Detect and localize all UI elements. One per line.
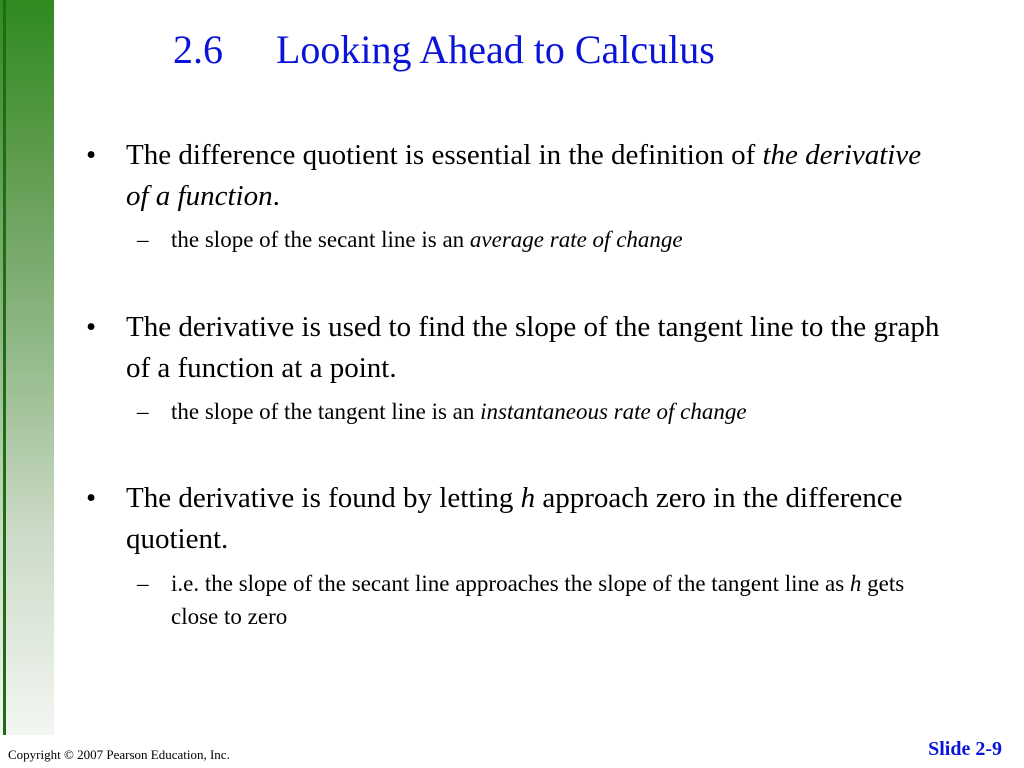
- sidebar-accent-line: [3, 0, 6, 735]
- sub-bullet-text: [171, 567, 947, 633]
- bullet-text-emphasis: the derivative of a function: [126, 139, 922, 212]
- page-title: [173, 26, 715, 73]
- slide-number: Slide 2-9: [928, 738, 1002, 760]
- bullet-text-part: The difference quotient is essential in the definition of: [126, 139, 763, 171]
- sub-bullet-text-part: i.e. the slope of the secant line approaches the slope of the tangent line as: [171, 571, 850, 596]
- sub-bullet-item: [137, 567, 947, 633]
- bullet-text-part: approach zero in the difference quotient.: [126, 482, 903, 555]
- bullet-text-emphasis: h: [520, 482, 536, 514]
- section-title: Looking Ahead to Calculus: [276, 27, 715, 72]
- sub-bullet-text: [171, 395, 947, 428]
- bullet-marker: •: [86, 482, 97, 514]
- sub-bullet-text-part: the slope of the tangent line is an: [171, 399, 481, 424]
- sub-bullet-text-part: gets close to zero: [171, 571, 905, 629]
- bullet-text-part: .: [272, 180, 280, 212]
- bullet-marker: •: [86, 139, 97, 171]
- bullet-item: [86, 478, 946, 560]
- bullet-text: [126, 478, 946, 560]
- sub-bullet-text-emphasis: instantaneous rate of change: [480, 399, 747, 424]
- bullet-text: The derivative is used to find the slope of the tangent line to the graph of a function at a point.: [126, 311, 940, 384]
- sidebar-gradient-bar: [0, 0, 54, 735]
- bullet-marker: •: [86, 311, 97, 343]
- bullet-text-part: The derivative is found by letting: [126, 482, 521, 514]
- sub-bullet-text: [171, 223, 947, 256]
- bullet-item: [86, 135, 946, 217]
- sub-bullet-text-emphasis: average rate of change: [469, 227, 683, 252]
- sub-bullet-text-emphasis: h: [849, 571, 862, 596]
- sub-bullet-item: [137, 395, 947, 428]
- sub-bullet-marker: –: [137, 227, 149, 252]
- sub-bullet-marker: –: [137, 571, 149, 596]
- sub-bullet-text-part: the slope of the secant line is an: [171, 227, 470, 252]
- sub-bullet-marker: –: [137, 399, 149, 424]
- copyright-notice: Copyright © 2007 Pearson Education, Inc.: [8, 747, 230, 762]
- section-number: 2.6: [173, 27, 223, 72]
- bullet-item: [86, 307, 946, 389]
- sub-bullet-item: [137, 223, 947, 256]
- bullet-text: [126, 135, 946, 217]
